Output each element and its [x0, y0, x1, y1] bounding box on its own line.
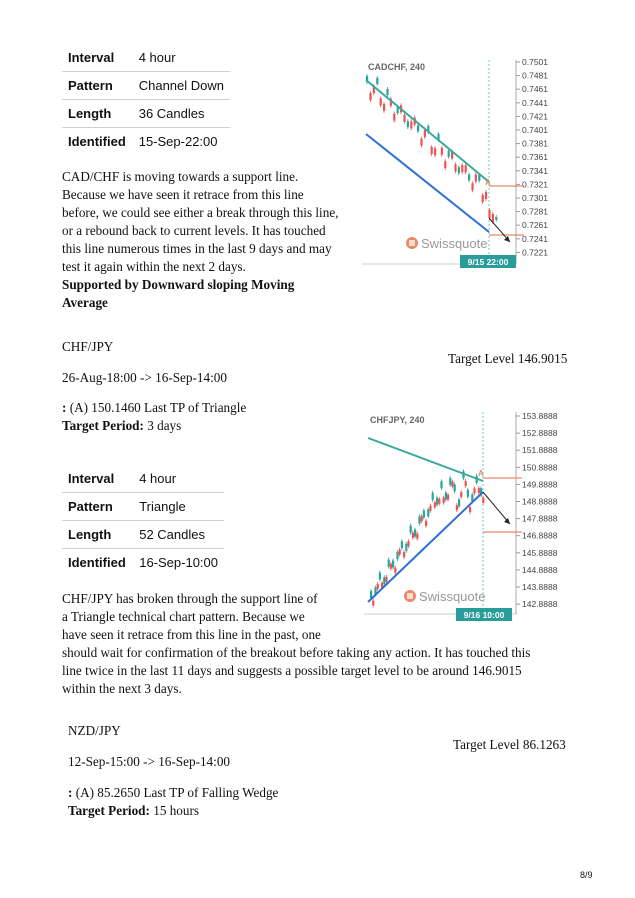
candle — [456, 505, 458, 510]
row-value: 52 Candles — [133, 521, 224, 549]
row-value: 15-Sep-22:00 — [138, 134, 218, 149]
candle — [427, 509, 429, 516]
tick-label: 0.7381 — [522, 138, 548, 149]
candle — [420, 139, 422, 146]
tick-label: 0.7281 — [522, 206, 548, 217]
tick-label: 151.8888 — [522, 445, 558, 456]
row-key: Interval — [62, 44, 133, 72]
last-tp-3 — [68, 784, 278, 802]
candle — [447, 495, 449, 500]
candle — [492, 214, 494, 222]
candle — [383, 577, 385, 584]
description-line: should wait for confirmation of the breakout before taking any action. It has touched this — [62, 645, 531, 660]
candle — [385, 577, 387, 582]
candle — [410, 526, 412, 533]
tick-label: 0.7421 — [522, 111, 548, 122]
tick-label: 148.8888 — [522, 496, 558, 507]
row-value: Channel Down — [133, 72, 230, 100]
last-tp-prefix: : — [62, 400, 67, 415]
candle — [445, 493, 447, 500]
tick-label: 0.7261 — [522, 220, 548, 231]
candle — [454, 164, 456, 171]
candle — [468, 174, 470, 180]
candle — [454, 484, 456, 491]
table-row — [62, 72, 230, 100]
target-period-label: Target Period: — [68, 803, 150, 818]
row-key: Pattern — [62, 72, 133, 100]
tick-label: 150.8888 — [522, 462, 558, 473]
candle — [403, 115, 405, 122]
candle — [467, 490, 469, 497]
candle — [471, 183, 473, 190]
candle — [414, 530, 416, 537]
row-value: 4 hour — [133, 465, 224, 493]
description-line: within the next 3 days. — [62, 681, 182, 696]
candle — [379, 572, 381, 579]
row-key: Pattern — [62, 493, 133, 521]
candle — [473, 488, 475, 493]
description-line: a Triangle technical chart pattern. Because we — [62, 609, 305, 624]
pattern-info-table-2 — [62, 465, 224, 576]
candle — [383, 104, 385, 111]
candle — [478, 488, 480, 493]
candle — [444, 161, 446, 168]
pair-title-2: CHF/JPY — [62, 339, 114, 354]
row-key: Length — [62, 521, 133, 549]
candle — [425, 521, 427, 526]
supported-text-1: Supported by Downward sloping Moving Average — [62, 277, 295, 310]
table-row — [62, 549, 224, 577]
tick-label: 0.7401 — [522, 125, 548, 135]
candle — [416, 534, 418, 539]
row-value: 4 hour — [133, 44, 230, 72]
row-value: 36 Candles — [133, 100, 230, 128]
description-line: line twice in the last 11 days and suggests a possible target level to be around 146.9015 — [62, 663, 522, 678]
candle — [369, 93, 371, 100]
candle — [405, 544, 407, 551]
tick-label: 0.7241 — [522, 233, 548, 244]
candle — [390, 564, 392, 569]
candle — [407, 121, 409, 127]
pair-title-3: NZD/JPY — [68, 723, 121, 738]
page-number: 8/9 — [580, 870, 593, 880]
svg-text:Swissquote: Swissquote — [419, 589, 486, 604]
candle — [461, 165, 463, 172]
target-level-2: Target Level 146.9015 — [448, 351, 568, 366]
candle — [380, 98, 382, 105]
candle — [488, 210, 490, 218]
tick-label: 143.8888 — [522, 582, 558, 592]
tick-label: 153.8888 — [522, 411, 558, 421]
target-period-label: Target Period: — [62, 418, 144, 433]
target-period-3 — [68, 802, 199, 820]
cadchf-chart — [360, 52, 580, 274]
target-period-2 — [62, 417, 181, 435]
candle — [407, 541, 409, 546]
candle — [440, 481, 442, 488]
pattern-info-table-1 — [62, 44, 230, 155]
candle — [410, 121, 412, 128]
tick-label: 145.8888 — [522, 547, 558, 558]
description-1: CAD/CHF is moving towards a support line. Because we have seen it retrace from this line before, we could see either a break through this line, or a rebound back to current levels. It has touched this line numerous times in the last 9 days and may test it again within the next 2 days. — [62, 169, 339, 274]
tick-label: 0.7501 — [522, 57, 548, 67]
candle — [392, 561, 394, 568]
tick-label: 147.8888 — [522, 513, 558, 524]
candle — [448, 151, 450, 157]
point-a-label: A — [485, 178, 491, 187]
tick-label: 0.7461 — [522, 84, 548, 95]
candle — [449, 478, 451, 485]
candle — [475, 174, 477, 181]
chfjpy-chart — [362, 408, 582, 624]
tick-label: 0.7301 — [522, 193, 548, 203]
tick-label: 146.8888 — [522, 530, 558, 541]
candle — [451, 482, 453, 487]
candle — [436, 498, 438, 505]
candle — [418, 516, 420, 523]
candle — [460, 492, 462, 497]
date-range-2: 26-Aug-18:00 -> 16-Sep-14:00 — [62, 370, 227, 385]
candle — [432, 493, 434, 500]
candle — [396, 552, 398, 559]
candle — [377, 584, 379, 589]
tick-label: 0.7481 — [522, 70, 548, 81]
table-row — [62, 493, 224, 521]
tick-label: 0.7361 — [522, 152, 548, 163]
row-value: Triangle — [133, 493, 224, 521]
candle — [495, 217, 497, 220]
candle — [441, 148, 443, 155]
target-period-value: 15 hours — [149, 803, 200, 818]
candle — [429, 506, 431, 511]
row-value: 16-Sep-10:00 — [139, 555, 218, 570]
candle — [388, 560, 390, 567]
candle — [403, 552, 405, 557]
candle — [401, 541, 403, 548]
description-line: have seen it retrace from this line in the past, one — [62, 627, 321, 642]
candle — [399, 550, 401, 555]
time-badge-label: 9/16 10:00 — [463, 610, 505, 620]
candle — [412, 533, 414, 538]
candle — [485, 192, 487, 199]
tick-label: 152.8888 — [522, 428, 558, 439]
candle — [465, 481, 467, 486]
candle — [421, 516, 423, 521]
tick-label: 149.8888 — [522, 479, 558, 490]
tick-label: 142.8888 — [522, 599, 558, 610]
candle — [431, 147, 433, 154]
table-row — [62, 44, 230, 72]
last-tp-2 — [62, 399, 246, 417]
date-range-3: 12-Sep-15:00 -> 16-Sep-14:00 — [68, 754, 231, 769]
candle — [423, 511, 425, 518]
candle — [458, 499, 460, 506]
tick-label: 0.7321 — [522, 179, 548, 190]
row-key: Length — [62, 100, 133, 128]
svg-text:Swissquote: Swissquote — [421, 236, 488, 251]
candle — [393, 114, 395, 121]
row-key: Identified — [68, 134, 126, 149]
table-row — [62, 100, 230, 128]
candle — [434, 502, 436, 507]
point-a-label: A — [478, 469, 484, 478]
candle — [458, 167, 460, 173]
tick-label: 0.7221 — [522, 247, 548, 258]
tick-label: 0.7441 — [522, 97, 548, 108]
table-row — [62, 128, 230, 156]
last-tp-prefix: : — [68, 785, 73, 800]
candle — [469, 507, 471, 512]
candle — [482, 195, 484, 202]
candle — [372, 600, 374, 605]
chart-symbol: CADCHF, 240 — [368, 62, 426, 72]
candle — [434, 148, 436, 155]
row-key: Identified — [68, 555, 126, 570]
candle — [438, 499, 440, 504]
candle — [417, 125, 419, 131]
candle — [482, 498, 484, 503]
last-tp-text: (A) 150.1460 Last TP of Triangle — [66, 400, 247, 415]
candle — [394, 568, 396, 573]
target-level-3: Target Level 86.1263 — [453, 737, 566, 752]
time-badge-label: 9/15 22:00 — [467, 257, 509, 267]
chart-symbol: CHFJPY, 240 — [370, 415, 425, 425]
table-row — [62, 521, 224, 549]
candle — [443, 498, 445, 503]
tick-label: 144.8888 — [522, 564, 558, 575]
target-period-value: 3 days — [143, 418, 182, 433]
candle — [386, 89, 388, 95]
last-tp-text: (A) 85.2650 Last TP of Falling Wedge — [72, 785, 279, 800]
table-row — [62, 465, 224, 493]
candle — [465, 165, 467, 172]
row-key: Interval — [62, 465, 133, 493]
candle — [376, 78, 378, 84]
description-line: CHF/JPY has broken through the support line of — [62, 591, 318, 606]
candle — [424, 130, 426, 137]
tick-label: 0.7341 — [522, 165, 548, 176]
